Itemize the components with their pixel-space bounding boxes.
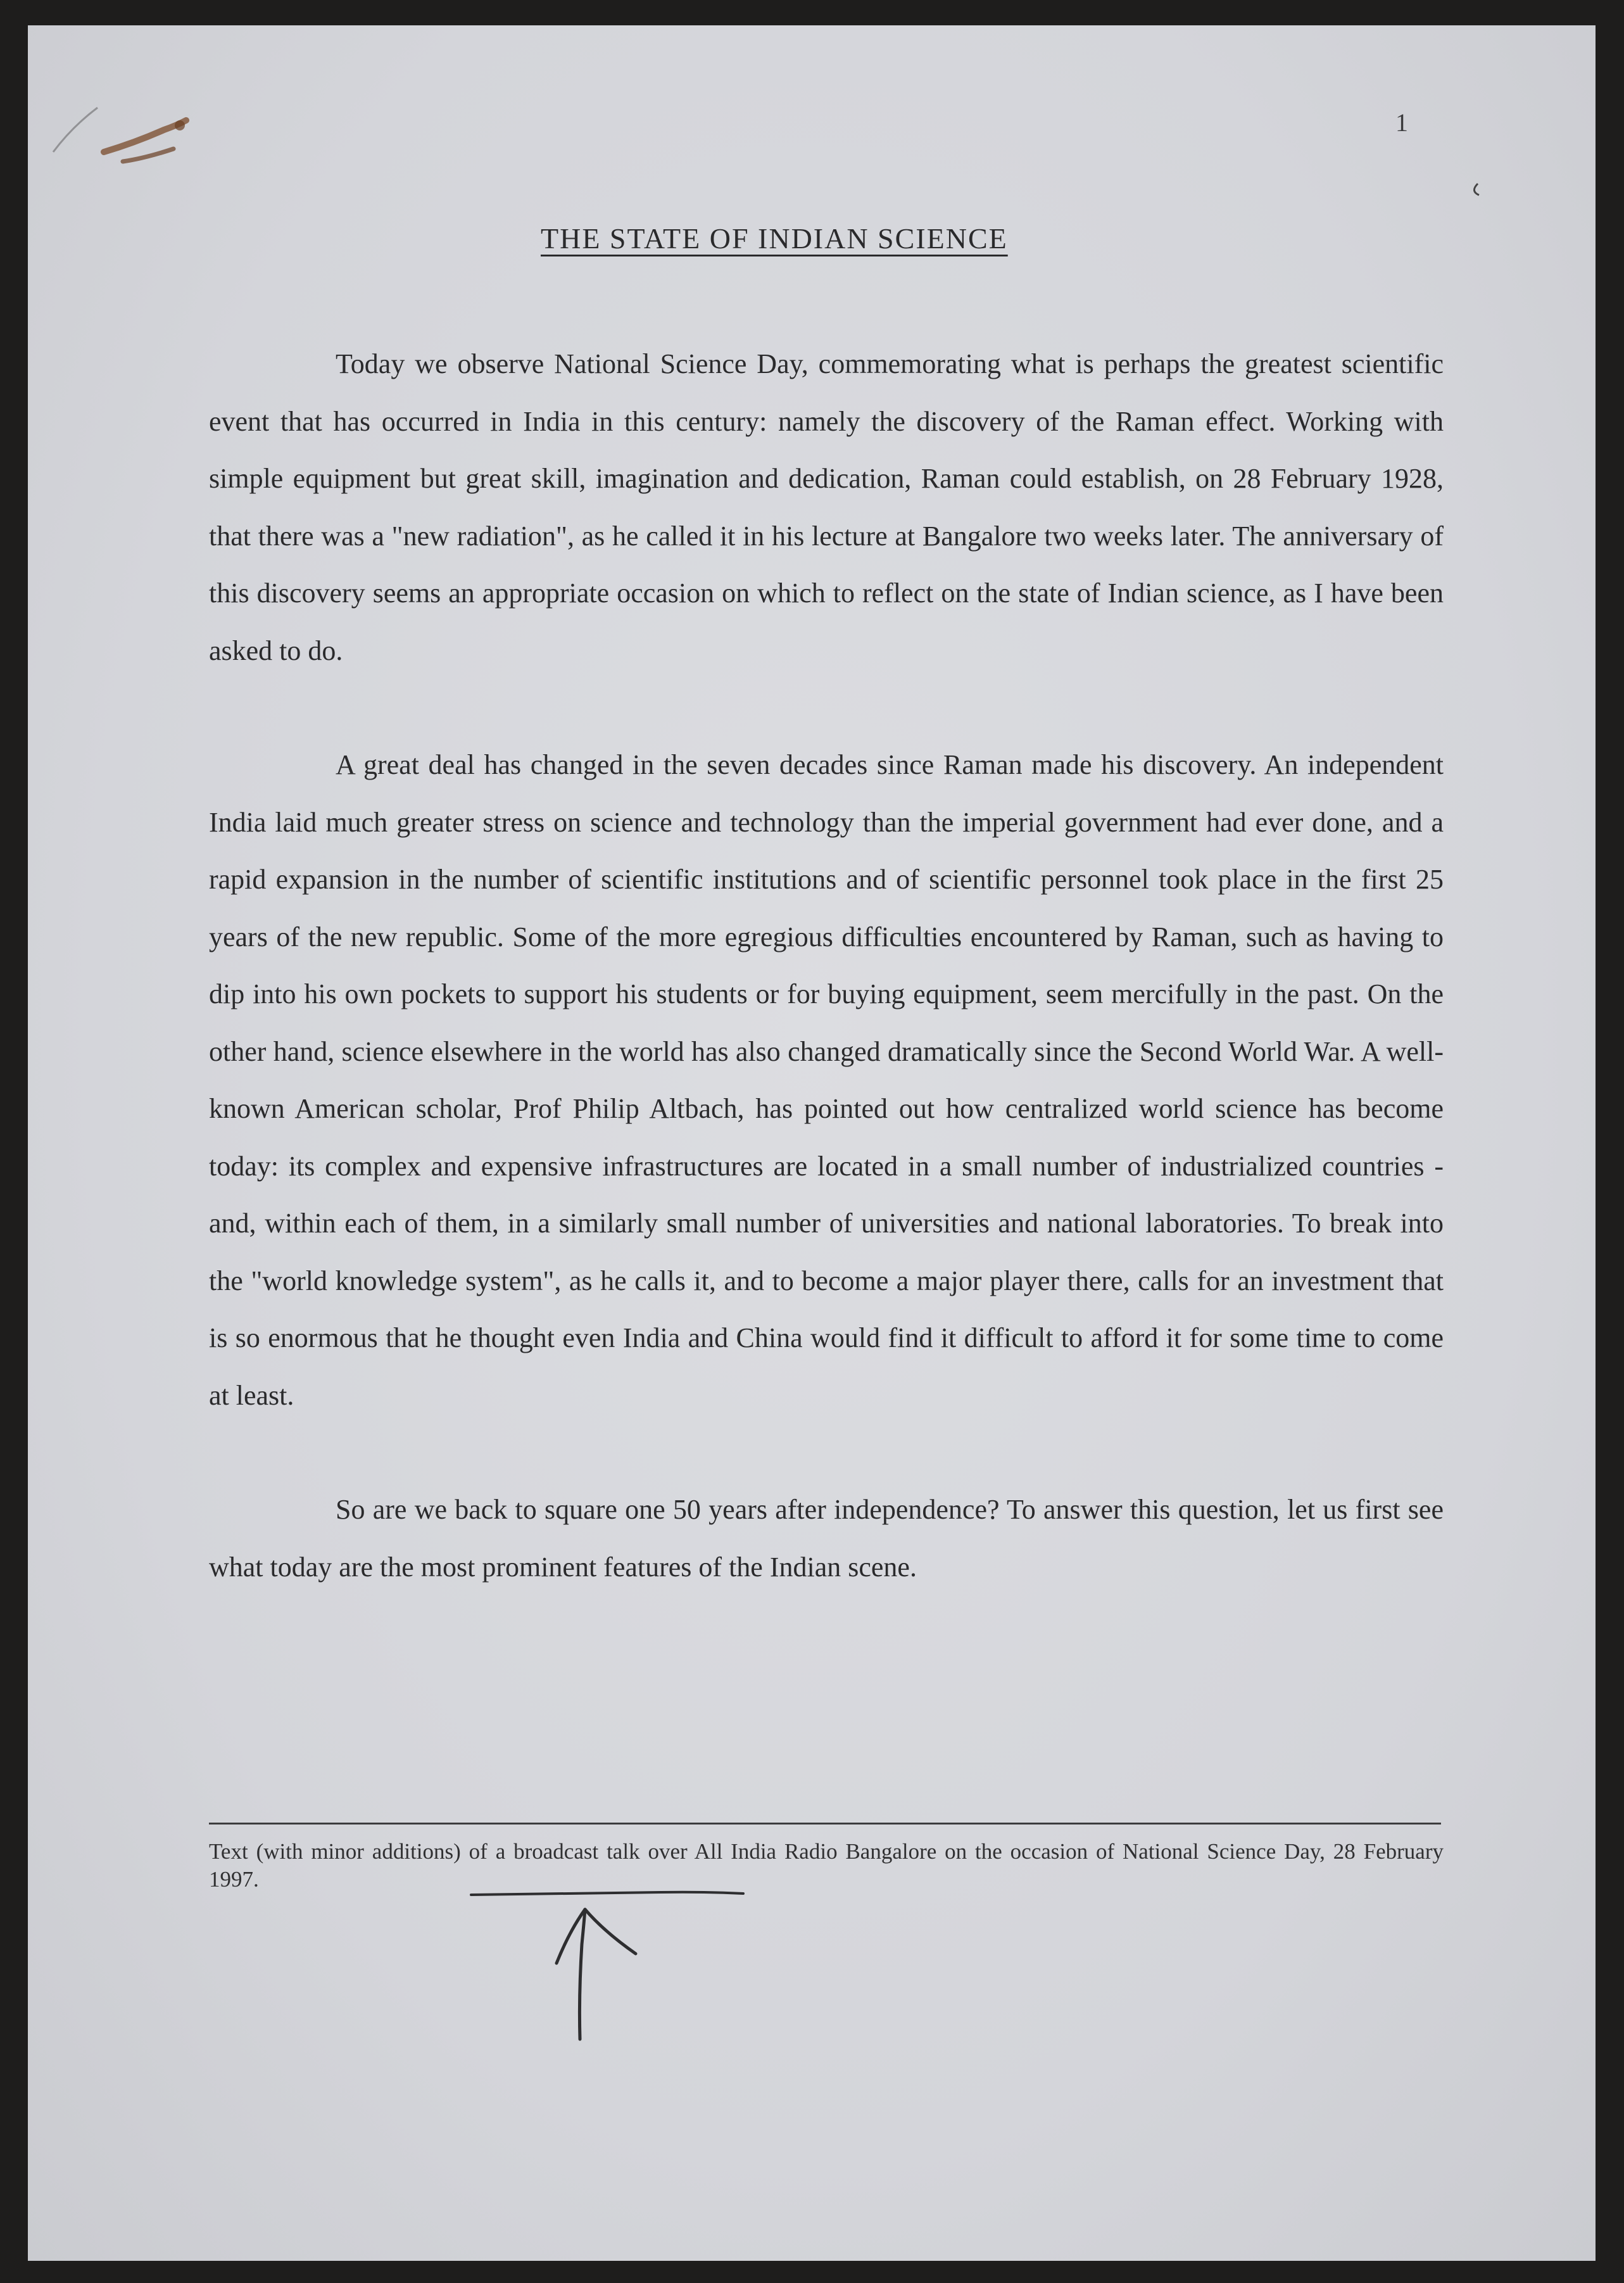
arrow-up-icon: [557, 1909, 636, 2039]
page-title: THE STATE OF INDIAN SCIENCE: [541, 222, 1008, 255]
paragraph-2: A great deal has changed in the seven decades since Raman made his discovery. An independent India laid much greater stress on science and technology than the imperial government had ever done, and a rapid expansion in the number of scientific institutions and of scientific personnel took place in the first 25 years of the new republic. Some of the more egregious difficulties encountered by Raman, such as having to dip into his own pockets to support his students or for buying equipment, seem mercifully in the past. On the other hand, science elsewhere in the world has also changed dramatically since the Second World War. A well-known American scholar, Prof Philip Altbach, has pointed out how centralized world science has become today: its complex and expensive infrastructures are located in a small number of industrialized countries - and, within each of them, in a similarly small number of universities and national laboratories. To break into the "world knowledge system", as he calls it, and to become a major player there, calls for an investment that is so enormous that he thought even India and China would find it difficult to afford it for some time to come at least.: [209, 749, 1444, 1411]
page-number: 1: [1395, 108, 1408, 137]
margin-tick-mark: [1474, 184, 1479, 195]
footnote: Text (with minor additions) of a broadcast talk over All India Radio Bangalore on the occasion of National Science Day, 28 February 1997.: [209, 1839, 1444, 1892]
pen-underline: [471, 1892, 743, 1895]
paragraph-1: Today we observe National Science Day, commemorating what is perhaps the greatest scientific event that has occurred in India in this century: namely the discovery of the Raman effect. Working with simple equipment but great skill, imagination and dedication, Raman could establish, on 28 February 1928, that there was a "new radiation", as he called it in his lecture at Bangalore two weeks later. The anniversary of this discovery seems an appropriate occasion on which to reflect on the state of Indian science, as I have been asked to do.: [209, 348, 1444, 666]
stain-mark: [53, 108, 186, 161]
paragraph-3: So are we back to square one 50 years after independence? To answer this question, let us first see what today are the most prominent features of the Indian scene.: [209, 1494, 1444, 1583]
handwritten-marks: [28, 25, 1596, 2261]
document-page: [28, 25, 1596, 2261]
